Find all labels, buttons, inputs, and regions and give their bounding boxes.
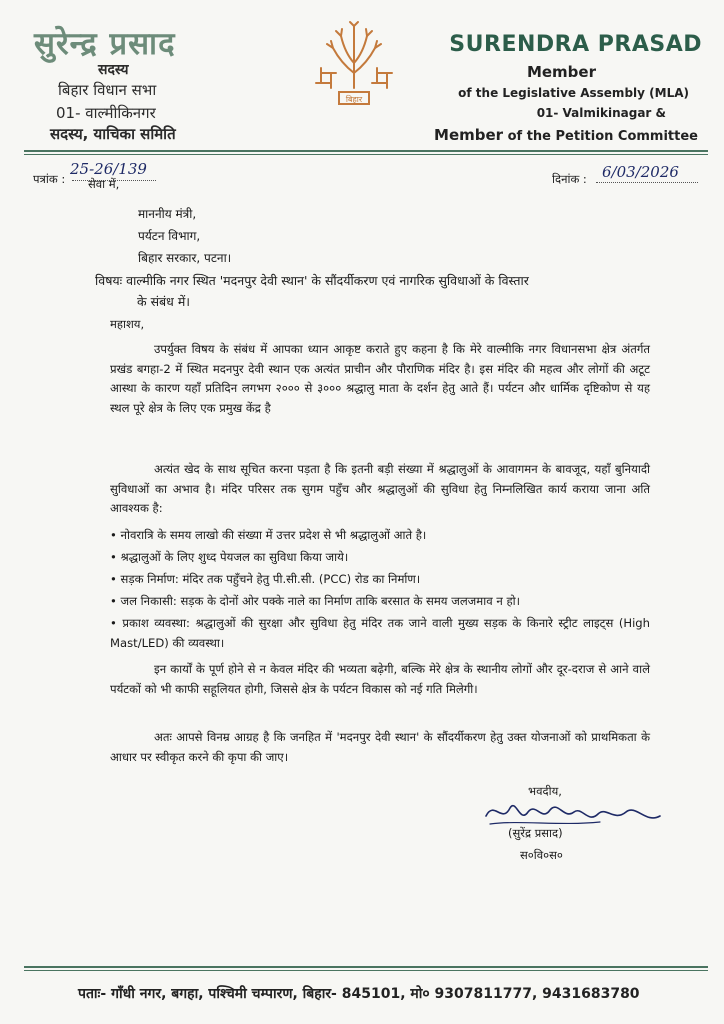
committee-prefix: Member [434, 126, 504, 144]
closing-yours: भवदीय, [528, 784, 562, 798]
letterhead-committee-english [434, 126, 698, 144]
footer-divider-thin [24, 970, 708, 971]
date-dotted-line [596, 182, 698, 183]
bullet-item-5-text: • प्रकाश व्यवस्था: श्रद्धालुओं की सुरक्षा और सुविधा हेतु मंदिर तक जाने वाली मुख्य सड़क के किनारे स्ट्रीट लाइट्स (High Mast/LED) की व्यवस्था। [110, 616, 650, 650]
bullet-item-2: • श्रद्धालुओं के लिए शुध्द पेयजल का सुविधा किया जाये। [110, 550, 349, 564]
letterhead-member-english: Member [526, 63, 596, 81]
salutation-to: सेवा में, [88, 177, 120, 191]
bihar-emblem-icon [311, 18, 397, 110]
bullet-item-1: • नोवरात्रि के समय लाखो की संख्या में उत्तर प्रदेश से भी श्रद्धालुओं आते है। [110, 528, 427, 542]
letterhead-constituency-english: 01- Valmikinagar & [536, 106, 666, 120]
date-value: 6/03/2026 [602, 163, 679, 181]
addressee-line-3: बिहार सरकार, पटना। [138, 251, 232, 265]
greeting: महाशय, [110, 317, 145, 331]
paragraph-4-text: अतः आपसे विनम्र आग्रह है कि जनहित में 'मदनपुर देवी स्थान' के सौंदर्यीकरण हेतु उक्त योजनाओं को प्राथमिकता के आधार पर स्वीकृत करने की कृपा की जाए। [110, 730, 650, 764]
signatory-designation: स०वि०स० [520, 848, 563, 862]
signatory-name: (सुरेंद्र प्रसाद) [508, 826, 563, 840]
paragraph-3-text: इन कार्यों के पूर्ण होने से न केवल मंदिर की भव्यता बढ़ेगी, बल्कि मेरे क्षेत्र के स्थानीय लोगों और दूर-दराज से आने वाले पर्यटकों को भी काफी सहूलियत होगी, जिससे क्षेत्र के पर्यटन विकास को नई गति मिलेगी। [110, 662, 650, 696]
bullet-item-5 [110, 614, 650, 653]
body-paragraph-1 [110, 340, 650, 418]
ref-label: पत्रांक : [33, 172, 66, 186]
addressee-line-1: माननीय मंत्री, [138, 207, 197, 221]
letterhead-role-hindi: सदस्य [98, 62, 129, 78]
bullet-item-3: • सड़क निर्माण: मंदिर तक पहुँचने हेतु पी.सी.सी. (PCC) रोड का निर्माण। [110, 572, 421, 586]
ref-number: 25-26/139 [70, 160, 147, 178]
header-divider [24, 150, 708, 152]
committee-rest: of the Petition Committee [503, 129, 698, 144]
letterhead-constituency-hindi: 01- वाल्मीकिनगर [56, 104, 156, 122]
subject-line-2: के संबंध में। [137, 294, 191, 309]
body-paragraph-3 [110, 660, 650, 699]
body-paragraph-2 [110, 460, 650, 519]
letterhead-committee-hindi: सदस्य, याचिका समिति [50, 125, 176, 143]
header-divider-thin [24, 154, 708, 155]
paragraph-1-text: उपर्युक्त विषय के संबंध में आपका ध्यान आकृष्ट कराते हुए कहना है कि मेरे वाल्मीकि नगर विधानसभा क्षेत्र अंतर्गत प्रखंड बगहा-2 में स्थित मदनपुर देवी स्थान एक अत्यंत प्राचीन और पौराणिक मंदिर है। इस मंदिर की महत्व और लोगों की अटूट आस्था के कारण यहाँ प्रतिदिन लगभग २००० से ३००० श्रद्धालु माता के दर्शन हेतु आते हैं। पर्यटन और धार्मिक दृष्टिकोण से यह स्थल पूरे क्षेत्र के लिए एक प्रमुख केंद्र है [110, 342, 650, 415]
body-paragraph-4 [110, 728, 650, 767]
bullet-item-4: • जल निकासी: सड़क के दोनों ओर पक्के नाले का निर्माण ताकि बरसात के समय जलजमाव न हो। [110, 594, 521, 608]
addressee-line-2: पर्यटन विभाग, [138, 229, 201, 243]
date-label: दिनांक : [552, 172, 587, 186]
emblem-caption: बिहार [345, 95, 363, 104]
footer-divider [24, 966, 708, 968]
letterhead-assembly-hindi: बिहार विधान सभा [58, 81, 157, 99]
letterhead-assembly-english: of the Legislative Assembly (MLA) [458, 86, 689, 100]
paragraph-2-text: अत्यंत खेद के साथ सूचित करना पड़ता है कि इतनी बड़ी संख्या में श्रद्धालुओं के आवागमन के बावजूद, यहाँ बुनियादी सुविधाओं का अभाव है। मंदिर परिसर तक सुगम पहुँच और श्रद्धालुओं की सुविधा हेतु निम्नलिखित कार्य कराया जाना अति आवश्यक है: [110, 462, 650, 515]
footer-address: पताः- गाँधी नगर, बगहा, पश्चिमी चम्पारण, बिहार- 845101, मो० 9307811777, 9431683780 [78, 986, 640, 1002]
letterhead-name-english: SURENDRA PRASAD [449, 32, 702, 57]
subject-line-1: विषयः वाल्मीकि नगर स्थित 'मदनपुर देवी स्थान' के सौंदर्यीकरण एवं नागरिक सुविधाओं के विस्तार [95, 273, 529, 288]
letterhead-name-hindi: सुरेन्द्र प्रसाद [34, 26, 176, 62]
